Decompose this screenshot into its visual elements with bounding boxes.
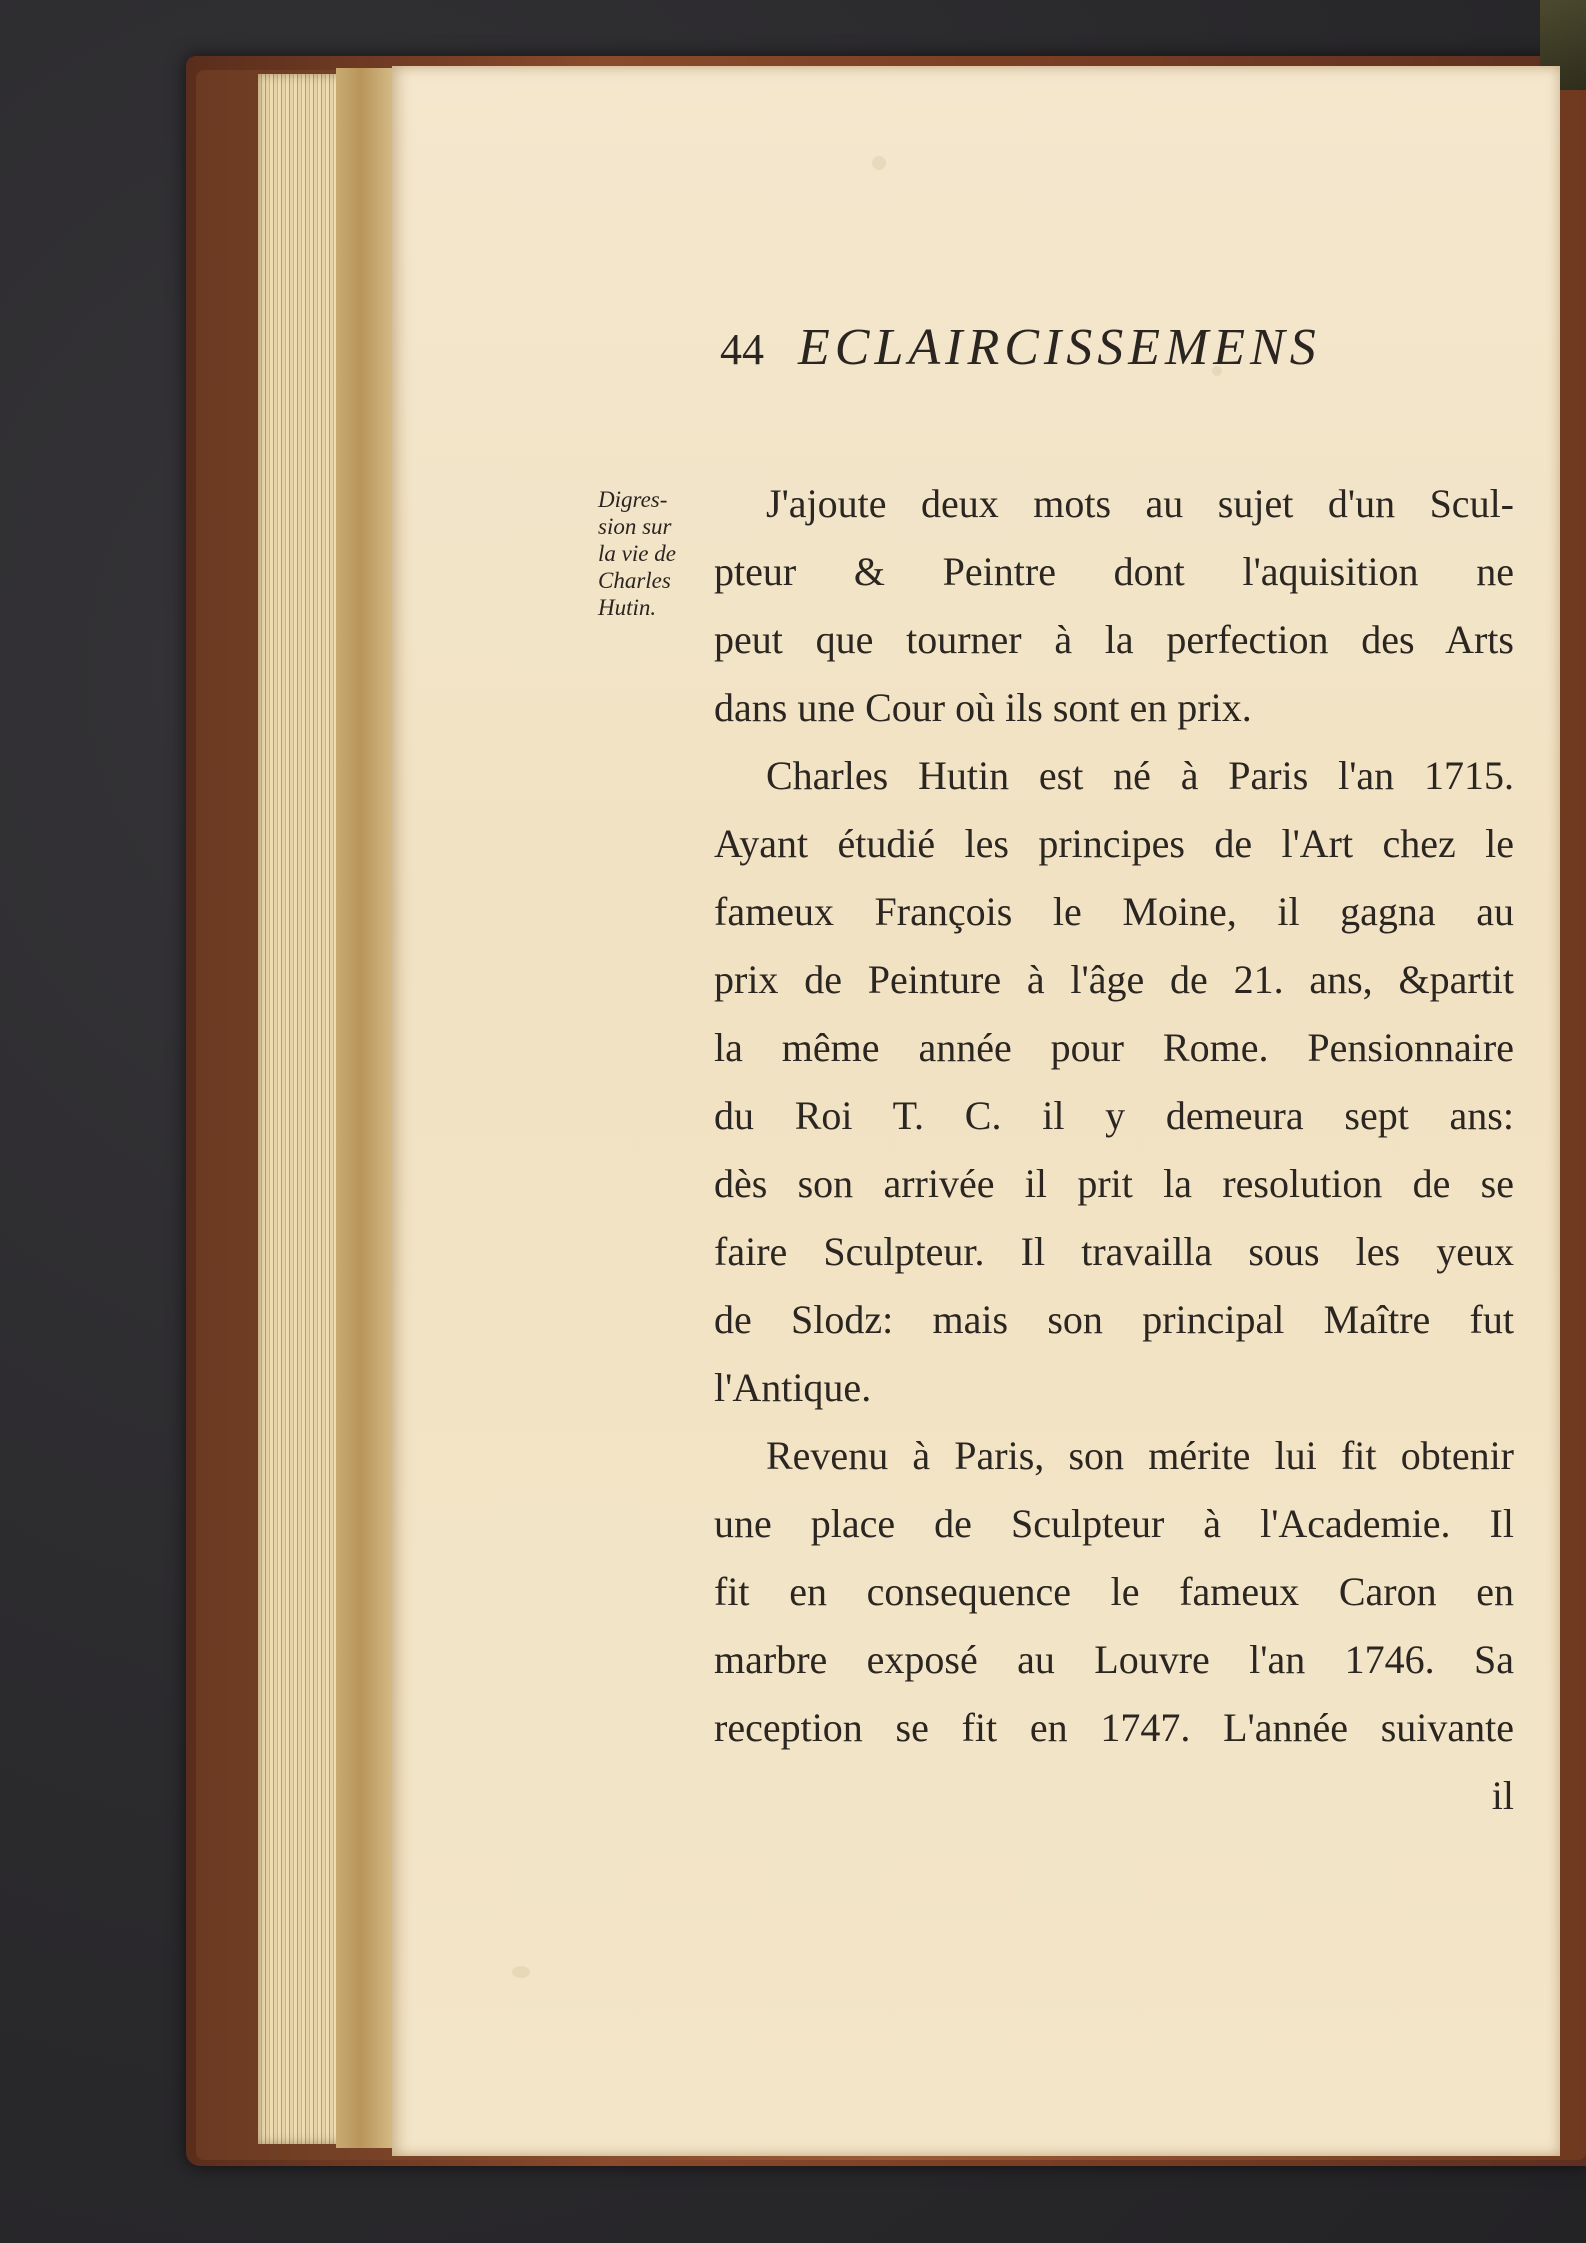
margin-note-line: Hutin. [598,595,657,620]
running-head-title: ECLAIRCISSEMENS [798,319,1321,376]
text-line: peut que tourner à la perfection des Arts [714,617,1514,662]
text-line: faire Sculpteur. Il travailla sous les yeux [714,1229,1514,1274]
text-line: l'Antique. [714,1365,872,1410]
text-line: une place de Sculpteur à l'Academie. Il [714,1501,1514,1546]
margin-note-line: sion sur [598,514,672,539]
text-line: du Roi T. C. il y demeura sept ans: [714,1093,1514,1138]
text-line: dans une Cour où ils sont en prix. [714,685,1252,730]
margin-note [598,486,708,621]
text-line: reception se fit en 1747. L'année suivante [714,1705,1514,1750]
text-line: la même année pour Rome. Pensionnaire [714,1025,1514,1070]
text-line: Charles Hutin est né à Paris l'an 1715. [766,753,1514,798]
paper-spot [872,156,886,170]
text-line: fit en consequence le fameux Caron en [714,1569,1514,1614]
page-number: 44 [720,325,764,374]
text-line: dès son arrivée il prit la resolution de se [714,1161,1514,1206]
text-line: de Slodz: mais son principal Maître fut [714,1297,1514,1342]
text-line: prix de Peinture à l'âge de 21. ans, &partit [714,957,1514,1002]
margin-note-line: Digres- [598,487,668,512]
text-line: J'ajoute deux mots au sujet d'un Scul- [766,481,1514,526]
margin-note-line: la vie de [598,541,676,566]
text-line: pteur & Peintre dont l'aquisition ne [714,549,1514,594]
text-line: fameux François le Moine, il gagna au [714,889,1514,934]
text-line: Ayant étudié les principes de l'Art chez le [714,821,1514,866]
running-head [720,318,1321,377]
text-line: marbre exposé au Louvre l'an 1746. Sa [714,1637,1514,1682]
text-line: Revenu à Paris, son mérite lui fit obtenir [766,1433,1514,1478]
page-gutter [336,68,398,2148]
body-text [714,470,1514,1830]
margin-note-line: Charles [598,568,671,593]
paper-spot [512,1966,530,1978]
catchword: il [1491,1773,1514,1818]
